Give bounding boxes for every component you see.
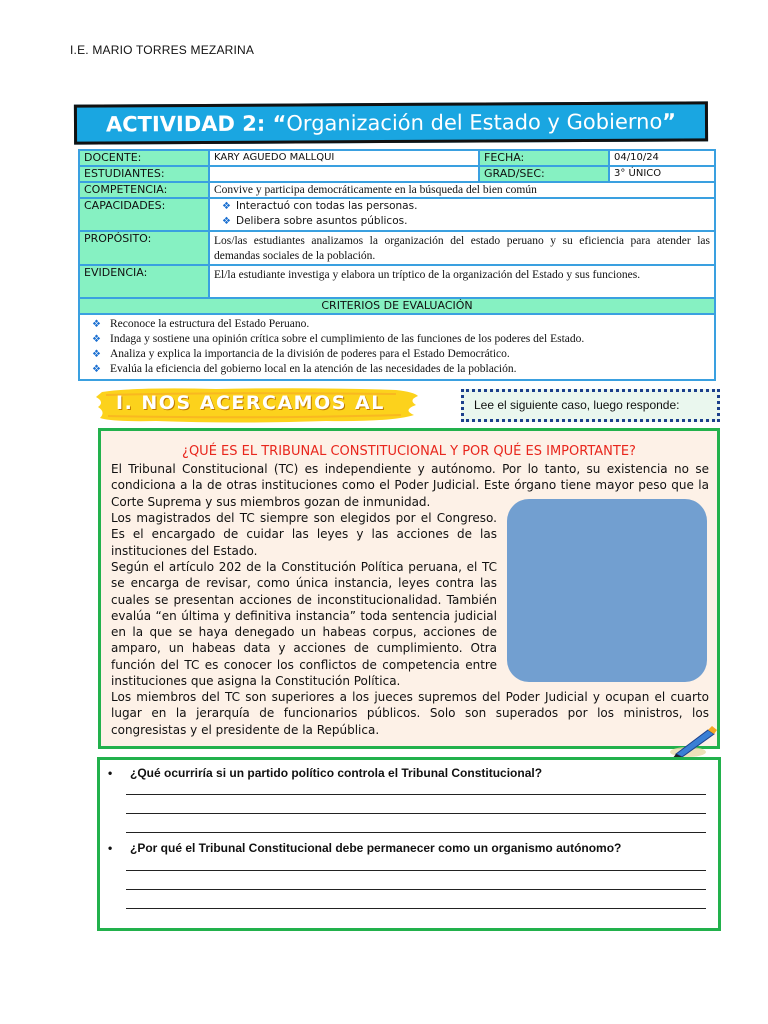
title-close-quote: ” xyxy=(662,109,677,134)
capacidad-item xyxy=(214,199,710,214)
case-paragraph-4: Los miembros del TC son superiores a los jueces supremos del Poder Judicial y ocupan el cuarto lugar en la jerarquía de funcionarios públicos. Solo son superados por los ministros, los congresistas y el presidente de la República. xyxy=(111,690,709,737)
diamond-bullet-icon: ❖ xyxy=(222,216,231,227)
activity-title-box xyxy=(74,101,708,144)
case-paragraph-3: Según el artículo 202 de la Constitución Política peruana, el TC se encarga de revisar, como única instancia, leyes contra las cuales se presentan acciones de inconstitucionalidad. También evalúa “en última y definitiva instancia” toda sentencia judicial en la que se haya denegado un habeas corpus, acciones de amparo, un habeas data y acciones de cumplimiento. Otra función del TC es conocer los conflictos de competencia entre instituciones que asigna la Constitución Política. xyxy=(111,560,497,689)
school-name: I.E. MARIO TORRES MEZARINA xyxy=(70,43,255,57)
competencia-value: Convive y participa democráticamente en la búsqueda del bien común xyxy=(209,182,715,198)
criterio-item xyxy=(84,362,710,377)
proposito-label: PROPÓSITO: xyxy=(79,231,209,265)
activity-info-table xyxy=(78,149,716,381)
criterio-item xyxy=(84,347,710,362)
docente-value: KARY AGUEDO MALLQUI xyxy=(209,150,479,166)
grad-value: 3° ÚNICO xyxy=(609,166,715,182)
criterios-cell xyxy=(79,314,715,380)
fecha-label: FECHA: xyxy=(479,150,609,166)
criterio-item xyxy=(84,332,710,347)
grad-label: GRAD/SEC: xyxy=(479,166,609,182)
diamond-bullet-icon: ❖ xyxy=(92,364,101,375)
criterio-text: Reconoce la estructura del Estado Peruano. xyxy=(110,318,310,330)
case-image xyxy=(507,499,707,682)
proposito-value: Los/las estudiantes analizamos la organización del estado peruano y su eficiencia para atender las demandas sociales de la población. xyxy=(209,231,715,265)
read-instruction-text: Lee el siguiente caso, luego responde: xyxy=(474,398,680,412)
estudiantes-label: ESTUDIANTES: xyxy=(79,166,209,182)
title-topic: Organización del Estado y Gobierno xyxy=(286,109,663,136)
case-paragraph-2: Los magistrados del TC siempre son elegidos por el Congreso. Es el encargado de cuidar las leyes y las acciones de las instituciones del Estado. xyxy=(111,511,497,558)
read-instruction-box xyxy=(461,389,720,422)
capacidad-text: Delibera sobre asuntos públicos. xyxy=(236,215,408,227)
criterio-text: Indaga y sostiene una opinión crítica sobre el cumplimiento de las funciones de los poderes del Estado. xyxy=(110,333,585,345)
diamond-bullet-icon: ❖ xyxy=(92,319,101,330)
criterio-text: Evalúa la eficiencia del gobierno local en la atención de las necesidades de la población. xyxy=(110,363,517,375)
diamond-bullet-icon: ❖ xyxy=(92,349,101,360)
estudiantes-value[interactable] xyxy=(209,166,479,182)
evidencia-label: EVIDENCIA: xyxy=(79,265,209,298)
fecha-value: 04/10/24 xyxy=(609,150,715,166)
case-heading: ¿QUÉ ES EL TRIBUNAL CONSTITUCIONAL Y POR QUÉ ES IMPORTANTE? xyxy=(182,444,636,459)
activity-title xyxy=(77,109,705,136)
criterio-text: Analiza y explica la importancia de la división de poderes para el Estado Democrático. xyxy=(110,348,510,360)
diamond-bullet-icon: ❖ xyxy=(222,201,231,212)
question-1 xyxy=(108,766,542,780)
case-paragraph-1: El Tribunal Constitucional (TC) es independiente y autónomo. Por lo tanto, su existencia no se condiciona a la de otras instituciones como el Poder Judicial. Este órgano tiene mayor peso que la Corte Suprema y sus miembros gozan de inmunidad. xyxy=(111,462,709,509)
question-text: ¿Por qué el Tribunal Constitucional debe permanecer como un organismo autónomo? xyxy=(130,841,622,855)
section-banner-text: I. NOS ACERCAMOS AL xyxy=(116,392,385,414)
criterios-heading: CRITERIOS DE EVALUACIÓN xyxy=(79,298,715,314)
pen-icon xyxy=(668,724,718,760)
question-text: ¿Qué ocurriría si un partido político controla el Tribunal Constitucional? xyxy=(130,766,543,780)
answer-line[interactable] xyxy=(126,813,706,814)
capacidades-label: CAPACIDADES: xyxy=(79,198,209,231)
title-prefix: ACTIVIDAD 2: xyxy=(105,111,273,137)
evidencia-value: El/la estudiante investiga y elabora un tríptico de la organización del Estado y sus funciones. xyxy=(209,265,715,298)
title-open-quote: “ xyxy=(272,111,287,136)
competencia-label: COMPETENCIA: xyxy=(79,182,209,198)
criterios-list xyxy=(84,317,710,377)
capacidades-list xyxy=(214,199,710,229)
docente-label: DOCENTE: xyxy=(79,150,209,166)
capacidades-cell xyxy=(209,198,715,231)
questions-box xyxy=(97,757,721,931)
answer-line[interactable] xyxy=(126,889,706,890)
answer-line[interactable] xyxy=(126,794,706,795)
diamond-bullet-icon: ❖ xyxy=(92,334,101,345)
answer-line[interactable] xyxy=(126,832,706,833)
case-reading-box xyxy=(98,428,720,749)
capacidad-text: Interactuó con todas las personas. xyxy=(236,200,418,212)
bullet-icon: • xyxy=(108,841,113,855)
answer-line[interactable] xyxy=(126,908,706,909)
bullet-icon: • xyxy=(108,766,113,780)
question-2 xyxy=(108,841,621,855)
answer-line[interactable] xyxy=(126,870,706,871)
section-banner xyxy=(96,386,418,424)
criterio-item xyxy=(84,317,710,332)
capacidad-item xyxy=(214,214,710,229)
